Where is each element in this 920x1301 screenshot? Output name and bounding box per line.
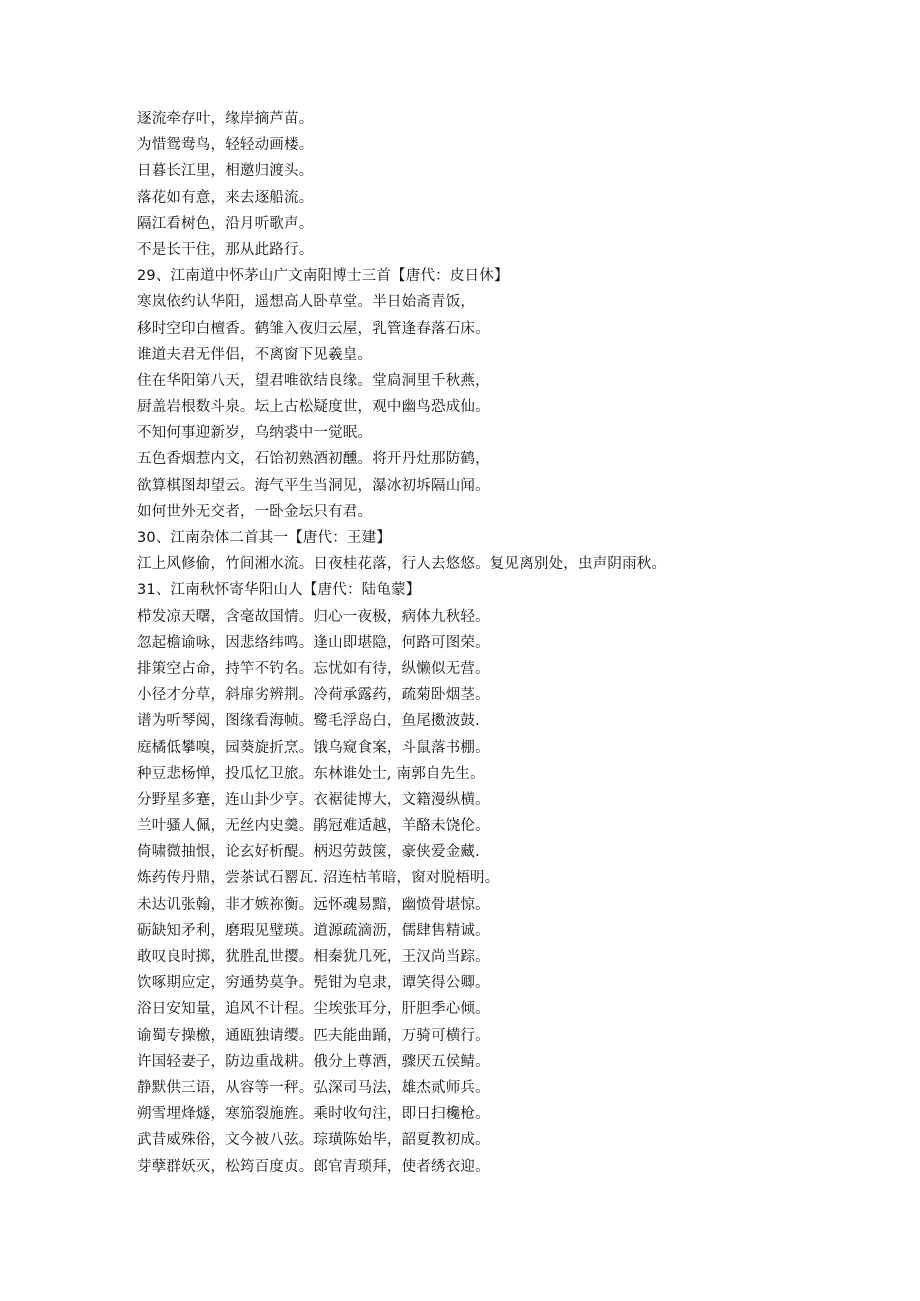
poem-line: 为惜鸳鸯鸟，轻轻动画楼。 — [137, 137, 314, 154]
poem-line: 砺缺知矛利，磨瑕见璧瑛。道源疏滴沥，儒肆售精诚。 — [137, 922, 490, 939]
section-heading: 30、江南杂体二首其一【唐代：王建】 — [137, 530, 392, 546]
poem-line: 忽起檐谕咏，因悲络纬鸣。逢山即堪隐，何路可图荣。 — [137, 634, 490, 651]
poem-line: 厨盖岩根数斗泉。坛上古松疑度世，观中幽鸟恐成仙。 — [137, 399, 490, 416]
poem-line: 日暮长江里，相邀归渡头。 — [137, 163, 314, 180]
poem-line: 庭橘低攀嗅，园葵旋折烹。饿乌窥食案，斗鼠落书棚。 — [137, 739, 490, 756]
poem-line: 芽孽群妖灭，松筠百度贞。郎官青琐拜，使者绣衣迎。 — [137, 1158, 490, 1175]
poem-line: 寒岚依约认华阳，遥想高人卧草堂。半日始斋青饭， — [137, 294, 476, 311]
poem-line: 朔雪埋烽燧，寒笳裂施旌。乘时收句注，即日扫欃枪。 — [137, 1106, 490, 1123]
poem-line: 许国轻妻子，防边重战耕。俄分上尊酒，骤厌五侯鲭。 — [137, 1053, 490, 1070]
poem-line: 隔江看树色，沿月听歌声。 — [137, 215, 314, 232]
poem-line: 未达讥张翰，非才嫉祢衡。远怀魂易黯，幽愤骨堪惊。 — [137, 896, 490, 913]
section-heading: 29、江南道中怀茅山广文南阳博士三首【唐代：皮日休】 — [137, 268, 509, 285]
poem-line: 栉发凉天曙，含毫故国情。归心一夜极，病体九秋轻。 — [137, 608, 490, 625]
poem-line: 排策空占命，持竿不钓名。忘忧如有待，纵懒似无营。 — [137, 660, 490, 677]
poem-line: 谁道夫君无伴侣，不离窗下见羲皇。 — [137, 346, 373, 363]
poem-line: 武昔威殊俗，文今被八弦。琮璜陈始毕，韶夏教初成。 — [137, 1132, 490, 1149]
poem-line: 江上风修偷，竹间湘水流。日夜桂花落，行人去悠悠。复见离别处，虫声阴雨秋。 — [137, 556, 667, 573]
poem-line: 小径才分草，斜扉劣辨荆。冷荷承露药，疏菊卧烟茎。 — [137, 687, 490, 704]
poem-line: 静默供三语，从容等一秤。弘深司马法，雄杰贰师兵。 — [137, 1079, 490, 1096]
poem-line: 饮啄期应定，穷通势莫争。髡钳为皂隶，谭笑得公卿。 — [137, 975, 490, 992]
section-heading: 31、江南秋怀寄华阳山人【唐代：陆龟蒙】 — [137, 582, 421, 599]
poem-line: 谱为听琴阅，图缘看海帧。鹭毛浮岛白，鱼尾擞波鼓. — [137, 713, 480, 730]
poem-line: 不知何事迎新岁，乌纳裘中一觉眠。 — [137, 425, 373, 442]
poem-line: 逐流牵存叶，缘岸摘芦苗。 — [137, 111, 314, 127]
poem-line: 倚啸微抽恨，论玄好析醍。柄迟劳鼓箧，豪侠爱金藏. — [137, 844, 480, 861]
poem-line: 浴日安知量，追风不计程。尘埃张耳分，肝胆季心倾。 — [137, 1001, 490, 1018]
poem-line: 敢叹良时掷，犹胜乱世撄。相秦犹几死，王汉尚当踪。 — [137, 949, 490, 965]
poem-line: 移时空印白檀香。鹤雏入夜归云屋，乳管逢春落石床。 — [137, 320, 490, 337]
poem-line: 种豆悲杨惮，投瓜忆卫旅。东林谁处士, 南郭自先生。 — [137, 765, 485, 782]
poem-line: 兰叶骚人佩，无丝内史羹。鹃冠难适越，羊酪未饶伦。 — [137, 818, 490, 835]
poem-line: 分野星多蹇，连山卦少亨。衣裾徒博大，文籍漫纵横。 — [137, 791, 490, 808]
poem-line: 炼药传丹鼎，尝茶试石罂瓦. 沼连枯苇暗，窗对脱梧明。 — [137, 870, 500, 887]
poem-line: 五色香烟惹内文，石饴初熟酒初醺。将开丹灶那防鹤， — [137, 451, 490, 468]
poem-line: 不是长干住，那从此路行。 — [137, 241, 314, 258]
poem-line: 如何世外无交者，一卧金坛只有君。 — [137, 503, 373, 520]
document-body — [137, 106, 897, 1180]
poem-line: 落花如有意，来去逐船流。 — [137, 189, 314, 206]
poem-line: 谕蜀专操檄，通瓯独请缨。匹夫能曲踊，万骑可横行。 — [137, 1027, 490, 1044]
poem-line: 住在华阳第八天，望君唯欲结良缘。堂扃洞里千秋燕， — [137, 372, 490, 389]
poem-line: 欲算棋图却望云。海气平生当洞见，瀑冰初坼隔山闻。 — [137, 477, 490, 494]
